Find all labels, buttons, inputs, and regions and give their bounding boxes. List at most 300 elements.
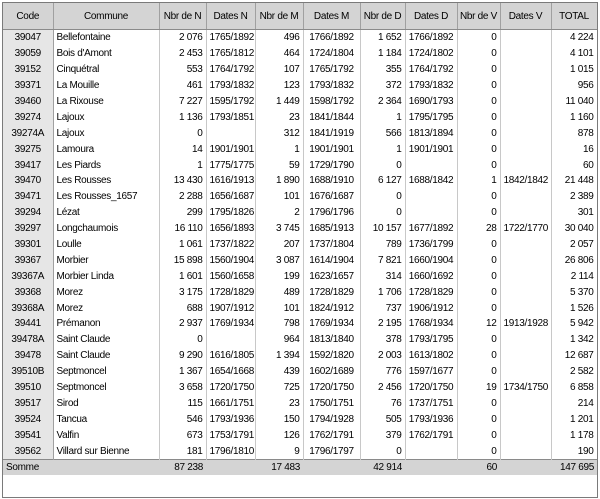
cell-dates-v bbox=[500, 427, 551, 443]
cell-total: 190 bbox=[551, 443, 597, 459]
cell-dates-n: 1753/1791 bbox=[206, 427, 255, 443]
cell-commune: Morbier bbox=[53, 252, 159, 268]
cell-code: 39368A bbox=[3, 300, 53, 316]
cell-dates-m: 1623/1657 bbox=[303, 268, 360, 284]
cell-nbr-d: 1 652 bbox=[360, 30, 405, 46]
cell-commune: Morez bbox=[53, 284, 159, 300]
cell-dates-d: 1736/1799 bbox=[405, 237, 457, 253]
cell-code: 39152 bbox=[3, 62, 53, 78]
cell-nbr-m: 725 bbox=[255, 380, 303, 396]
cell-dates-d: 1720/1750 bbox=[405, 380, 457, 396]
cell-total: 6 858 bbox=[551, 380, 597, 396]
footer-sum-nbr-n: 87 238 bbox=[159, 460, 206, 476]
cell-total: 878 bbox=[551, 125, 597, 141]
cell-code: 39367 bbox=[3, 252, 53, 268]
column-header-nbr-m[interactable]: Nbr de M bbox=[255, 3, 303, 30]
cell-dates-m: 1720/1750 bbox=[303, 380, 360, 396]
cell-nbr-d: 2 364 bbox=[360, 94, 405, 110]
cell-dates-d bbox=[405, 157, 457, 173]
cell-commune: Morbier Linda bbox=[53, 268, 159, 284]
cell-dates-d: 1762/1791 bbox=[405, 427, 457, 443]
cell-nbr-d: 2 195 bbox=[360, 316, 405, 332]
cell-nbr-n: 673 bbox=[159, 427, 206, 443]
cell-dates-v bbox=[500, 46, 551, 62]
cell-total: 1 201 bbox=[551, 411, 597, 427]
cell-dates-m: 1769/1934 bbox=[303, 316, 360, 332]
cell-dates-v bbox=[500, 62, 551, 78]
cell-nbr-n: 461 bbox=[159, 78, 206, 94]
cell-nbr-m: 1 449 bbox=[255, 94, 303, 110]
cell-dates-d: 1737/1751 bbox=[405, 395, 457, 411]
cell-dates-n: 1765/1812 bbox=[206, 46, 255, 62]
cell-dates-m: 1729/1790 bbox=[303, 157, 360, 173]
table-row[interactable] bbox=[3, 78, 597, 94]
cell-dates-v bbox=[500, 332, 551, 348]
cell-dates-d: 1793/1832 bbox=[405, 78, 457, 94]
cell-dates-n: 1656/1893 bbox=[206, 221, 255, 237]
cell-nbr-d: 378 bbox=[360, 332, 405, 348]
table-row[interactable] bbox=[3, 141, 597, 157]
cell-nbr-v: 0 bbox=[457, 411, 500, 427]
cell-total: 956 bbox=[551, 78, 597, 94]
cell-code: 39367A bbox=[3, 268, 53, 284]
cell-dates-v bbox=[500, 443, 551, 459]
cell-dates-d: 1793/1936 bbox=[405, 411, 457, 427]
cell-nbr-m: 101 bbox=[255, 189, 303, 205]
cell-nbr-n: 115 bbox=[159, 395, 206, 411]
cell-dates-d: 1690/1793 bbox=[405, 94, 457, 110]
cell-nbr-m: 9 bbox=[255, 443, 303, 459]
cell-nbr-m: 107 bbox=[255, 62, 303, 78]
cell-nbr-v: 0 bbox=[457, 300, 500, 316]
cell-commune: Lajoux bbox=[53, 109, 159, 125]
footer-sum-nbr-v: 60 bbox=[457, 460, 500, 476]
cell-dates-n: 1737/1822 bbox=[206, 237, 255, 253]
cell-total: 2 582 bbox=[551, 364, 597, 380]
cell-dates-m: 1614/1904 bbox=[303, 252, 360, 268]
table-row[interactable] bbox=[3, 395, 597, 411]
cell-nbr-m: 798 bbox=[255, 316, 303, 332]
cell-commune: Loulle bbox=[53, 237, 159, 253]
table-row[interactable] bbox=[3, 443, 597, 459]
cell-dates-d: 1795/1795 bbox=[405, 109, 457, 125]
cell-dates-d: 1768/1934 bbox=[405, 316, 457, 332]
cell-code: 39460 bbox=[3, 94, 53, 110]
cell-nbr-m: 150 bbox=[255, 411, 303, 427]
cell-dates-d: 1724/1802 bbox=[405, 46, 457, 62]
cell-nbr-v: 0 bbox=[457, 62, 500, 78]
cell-dates-v: 1842/1842 bbox=[500, 173, 551, 189]
table-row[interactable] bbox=[3, 268, 597, 284]
cell-nbr-n: 1 601 bbox=[159, 268, 206, 284]
cell-dates-m: 1750/1751 bbox=[303, 395, 360, 411]
table-row[interactable] bbox=[3, 332, 597, 348]
cell-nbr-v: 0 bbox=[457, 332, 500, 348]
table-row[interactable] bbox=[3, 348, 597, 364]
table-row[interactable] bbox=[3, 205, 597, 221]
cell-dates-m: 1796/1796 bbox=[303, 205, 360, 221]
cell-dates-n: 1769/1934 bbox=[206, 316, 255, 332]
column-header-commune[interactable]: Commune bbox=[53, 3, 159, 30]
cell-code: 39368 bbox=[3, 284, 53, 300]
cell-code: 39371 bbox=[3, 78, 53, 94]
cell-nbr-n: 3 175 bbox=[159, 284, 206, 300]
cell-nbr-m: 439 bbox=[255, 364, 303, 380]
cell-code: 39478A bbox=[3, 332, 53, 348]
cell-nbr-m: 489 bbox=[255, 284, 303, 300]
cell-nbr-n: 2 453 bbox=[159, 46, 206, 62]
cell-dates-m: 1901/1901 bbox=[303, 141, 360, 157]
cell-dates-m: 1724/1804 bbox=[303, 46, 360, 62]
cell-dates-v bbox=[500, 125, 551, 141]
cell-commune: Sirod bbox=[53, 395, 159, 411]
cell-nbr-v: 0 bbox=[457, 78, 500, 94]
cell-nbr-v: 0 bbox=[457, 284, 500, 300]
cell-total: 21 448 bbox=[551, 173, 597, 189]
cell-dates-n: 1765/1892 bbox=[206, 30, 255, 46]
cell-nbr-m: 312 bbox=[255, 125, 303, 141]
cell-nbr-d: 6 127 bbox=[360, 173, 405, 189]
cell-nbr-v: 0 bbox=[457, 348, 500, 364]
cell-dates-n: 1907/1912 bbox=[206, 300, 255, 316]
cell-dates-m: 1765/1792 bbox=[303, 62, 360, 78]
cell-dates-n: 1595/1792 bbox=[206, 94, 255, 110]
cell-commune: Saint Claude bbox=[53, 332, 159, 348]
cell-dates-v: 1913/1928 bbox=[500, 316, 551, 332]
table-row[interactable] bbox=[3, 109, 597, 125]
cell-dates-m: 1602/1689 bbox=[303, 364, 360, 380]
cell-dates-m: 1813/1840 bbox=[303, 332, 360, 348]
cell-nbr-d: 7 821 bbox=[360, 252, 405, 268]
table-row[interactable] bbox=[3, 46, 597, 62]
cell-nbr-d: 314 bbox=[360, 268, 405, 284]
cell-nbr-v: 0 bbox=[457, 141, 500, 157]
cell-nbr-m: 1 bbox=[255, 141, 303, 157]
cell-nbr-v: 28 bbox=[457, 221, 500, 237]
cell-dates-d: 1901/1901 bbox=[405, 141, 457, 157]
table-row[interactable] bbox=[3, 94, 597, 110]
cell-commune: Saint Claude bbox=[53, 348, 159, 364]
cell-nbr-m: 23 bbox=[255, 395, 303, 411]
cell-nbr-n: 16 110 bbox=[159, 221, 206, 237]
cell-commune: Cinquétral bbox=[53, 62, 159, 78]
cell-nbr-d: 379 bbox=[360, 427, 405, 443]
cell-nbr-m: 126 bbox=[255, 427, 303, 443]
cell-nbr-v: 0 bbox=[457, 125, 500, 141]
cell-nbr-d: 1 bbox=[360, 141, 405, 157]
table-row[interactable] bbox=[3, 364, 597, 380]
cell-dates-n: 1560/1904 bbox=[206, 252, 255, 268]
cell-nbr-n: 9 290 bbox=[159, 348, 206, 364]
cell-dates-m: 1793/1832 bbox=[303, 78, 360, 94]
cell-nbr-m: 123 bbox=[255, 78, 303, 94]
cell-code: 39301 bbox=[3, 237, 53, 253]
cell-nbr-m: 2 bbox=[255, 205, 303, 221]
cell-nbr-n: 1 061 bbox=[159, 237, 206, 253]
cell-code: 39510 bbox=[3, 380, 53, 396]
cell-nbr-m: 464 bbox=[255, 46, 303, 62]
cell-dates-m: 1796/1797 bbox=[303, 443, 360, 459]
cell-dates-v bbox=[500, 205, 551, 221]
column-header-nbr-v[interactable]: Nbr de V bbox=[457, 3, 500, 30]
table-row[interactable] bbox=[3, 62, 597, 78]
cell-total: 2 389 bbox=[551, 189, 597, 205]
cell-nbr-m: 207 bbox=[255, 237, 303, 253]
cell-nbr-n: 1 367 bbox=[159, 364, 206, 380]
cell-nbr-v: 0 bbox=[457, 443, 500, 459]
cell-code: 39274 bbox=[3, 109, 53, 125]
cell-nbr-d: 1 bbox=[360, 109, 405, 125]
cell-code: 39562 bbox=[3, 443, 53, 459]
cell-dates-m: 1592/1820 bbox=[303, 348, 360, 364]
cell-nbr-n: 546 bbox=[159, 411, 206, 427]
cell-nbr-n: 1 bbox=[159, 157, 206, 173]
cell-dates-n: 1720/1750 bbox=[206, 380, 255, 396]
cell-dates-d: 1906/1912 bbox=[405, 300, 457, 316]
cell-dates-m: 1824/1912 bbox=[303, 300, 360, 316]
cell-code: 39470 bbox=[3, 173, 53, 189]
cell-nbr-d: 76 bbox=[360, 395, 405, 411]
cell-dates-n: 1795/1826 bbox=[206, 205, 255, 221]
cell-dates-v: 1734/1750 bbox=[500, 380, 551, 396]
cell-code: 39524 bbox=[3, 411, 53, 427]
table-row[interactable] bbox=[3, 252, 597, 268]
cell-total: 1 526 bbox=[551, 300, 597, 316]
table-row[interactable] bbox=[3, 189, 597, 205]
cell-nbr-d: 566 bbox=[360, 125, 405, 141]
cell-nbr-v: 19 bbox=[457, 380, 500, 396]
cell-nbr-d: 0 bbox=[360, 189, 405, 205]
cell-dates-n: 1793/1851 bbox=[206, 109, 255, 125]
table-row[interactable] bbox=[3, 380, 597, 396]
cell-nbr-n: 14 bbox=[159, 141, 206, 157]
cell-total: 5 370 bbox=[551, 284, 597, 300]
cell-dates-m: 1728/1829 bbox=[303, 284, 360, 300]
cell-dates-d: 1677/1892 bbox=[405, 221, 457, 237]
cell-dates-d bbox=[405, 205, 457, 221]
cell-nbr-n: 2 937 bbox=[159, 316, 206, 332]
table-row[interactable] bbox=[3, 284, 597, 300]
cell-dates-v bbox=[500, 157, 551, 173]
cell-code: 39275 bbox=[3, 141, 53, 157]
cell-total: 1 160 bbox=[551, 109, 597, 125]
cell-commune: Septmoncel bbox=[53, 364, 159, 380]
cell-dates-d: 1597/1677 bbox=[405, 364, 457, 380]
cell-commune: Prémanon bbox=[53, 316, 159, 332]
cell-dates-m: 1762/1791 bbox=[303, 427, 360, 443]
cell-nbr-d: 10 157 bbox=[360, 221, 405, 237]
cell-nbr-d: 1 184 bbox=[360, 46, 405, 62]
cell-code: 39059 bbox=[3, 46, 53, 62]
cell-nbr-m: 964 bbox=[255, 332, 303, 348]
cell-nbr-v: 0 bbox=[457, 268, 500, 284]
cell-code: 39471 bbox=[3, 189, 53, 205]
cell-dates-m: 1685/1913 bbox=[303, 221, 360, 237]
cell-total: 1 178 bbox=[551, 427, 597, 443]
cell-dates-d: 1660/1904 bbox=[405, 252, 457, 268]
cell-dates-v bbox=[500, 252, 551, 268]
cell-nbr-n: 181 bbox=[159, 443, 206, 459]
cell-nbr-d: 1 706 bbox=[360, 284, 405, 300]
cell-nbr-v: 12 bbox=[457, 316, 500, 332]
cell-commune: Villard sur Bienne bbox=[53, 443, 159, 459]
cell-nbr-n: 0 bbox=[159, 332, 206, 348]
cell-dates-d: 1793/1795 bbox=[405, 332, 457, 348]
cell-nbr-n: 2 288 bbox=[159, 189, 206, 205]
cell-total: 4 101 bbox=[551, 46, 597, 62]
header-row bbox=[3, 3, 597, 30]
cell-commune: La Rixouse bbox=[53, 94, 159, 110]
table-row[interactable] bbox=[3, 300, 597, 316]
cell-total: 12 687 bbox=[551, 348, 597, 364]
cell-commune: Septmoncel bbox=[53, 380, 159, 396]
cell-code: 39047 bbox=[3, 30, 53, 46]
cell-nbr-v: 0 bbox=[457, 46, 500, 62]
table-body bbox=[3, 30, 597, 460]
cell-nbr-n: 3 658 bbox=[159, 380, 206, 396]
column-header-code[interactable]: Code bbox=[3, 3, 53, 30]
cell-nbr-v: 0 bbox=[457, 30, 500, 46]
cell-code: 39541 bbox=[3, 427, 53, 443]
cell-nbr-d: 0 bbox=[360, 443, 405, 459]
cell-total: 1 342 bbox=[551, 332, 597, 348]
cell-commune: Morez bbox=[53, 300, 159, 316]
cell-dates-n: 1616/1913 bbox=[206, 173, 255, 189]
cell-dates-d: 1660/1692 bbox=[405, 268, 457, 284]
cell-code: 39417 bbox=[3, 157, 53, 173]
cell-code: 39510B bbox=[3, 364, 53, 380]
table-row[interactable] bbox=[3, 427, 597, 443]
column-header-dates-m[interactable]: Dates M bbox=[303, 3, 360, 30]
cell-dates-d bbox=[405, 189, 457, 205]
cell-dates-v bbox=[500, 109, 551, 125]
cell-commune: Lézat bbox=[53, 205, 159, 221]
cell-code: 39297 bbox=[3, 221, 53, 237]
table-row[interactable] bbox=[3, 157, 597, 173]
cell-commune: Longchaumois bbox=[53, 221, 159, 237]
cell-nbr-v: 0 bbox=[457, 364, 500, 380]
table-row[interactable] bbox=[3, 221, 597, 237]
cell-commune: Les Rousses_1657 bbox=[53, 189, 159, 205]
cell-dates-m: 1794/1928 bbox=[303, 411, 360, 427]
table-row[interactable] bbox=[3, 411, 597, 427]
cell-dates-m: 1766/1892 bbox=[303, 30, 360, 46]
table-row[interactable] bbox=[3, 237, 597, 253]
table-row[interactable] bbox=[3, 316, 597, 332]
cell-dates-m: 1688/1910 bbox=[303, 173, 360, 189]
column-header-dates-v[interactable]: Dates V bbox=[500, 3, 551, 30]
cell-dates-v: 1722/1770 bbox=[500, 221, 551, 237]
cell-dates-v bbox=[500, 78, 551, 94]
cell-dates-n bbox=[206, 125, 255, 141]
cell-total: 1 015 bbox=[551, 62, 597, 78]
cell-total: 2 114 bbox=[551, 268, 597, 284]
cell-nbr-d: 737 bbox=[360, 300, 405, 316]
cell-total: 301 bbox=[551, 205, 597, 221]
cell-dates-v bbox=[500, 30, 551, 46]
column-header-dates-n[interactable]: Dates N bbox=[206, 3, 255, 30]
cell-dates-d: 1766/1892 bbox=[405, 30, 457, 46]
cell-commune: Les Rousses bbox=[53, 173, 159, 189]
cell-dates-n: 1796/1810 bbox=[206, 443, 255, 459]
cell-dates-v bbox=[500, 141, 551, 157]
cell-nbr-n: 0 bbox=[159, 125, 206, 141]
table-row[interactable] bbox=[3, 30, 597, 46]
cell-dates-d bbox=[405, 443, 457, 459]
cell-nbr-v: 0 bbox=[457, 427, 500, 443]
cell-dates-m: 1676/1687 bbox=[303, 189, 360, 205]
footer-label: Somme bbox=[3, 460, 53, 476]
cell-total: 60 bbox=[551, 157, 597, 173]
column-header-nbr-d[interactable]: Nbr de D bbox=[360, 3, 405, 30]
cell-dates-v bbox=[500, 268, 551, 284]
column-header-dates-d[interactable]: Dates D bbox=[405, 3, 457, 30]
cell-dates-n: 1775/1775 bbox=[206, 157, 255, 173]
cell-commune: Bois d'Amont bbox=[53, 46, 159, 62]
cell-dates-d: 1728/1829 bbox=[405, 284, 457, 300]
cell-dates-v bbox=[500, 411, 551, 427]
cell-dates-v bbox=[500, 189, 551, 205]
cell-nbr-v: 0 bbox=[457, 189, 500, 205]
cell-dates-n: 1560/1658 bbox=[206, 268, 255, 284]
cell-total: 4 224 bbox=[551, 30, 597, 46]
column-header-total[interactable]: TOTAL bbox=[551, 3, 597, 30]
column-header-nbr-n[interactable]: Nbr de N bbox=[159, 3, 206, 30]
cell-dates-v bbox=[500, 94, 551, 110]
cell-nbr-d: 0 bbox=[360, 157, 405, 173]
cell-nbr-v: 0 bbox=[457, 237, 500, 253]
cell-nbr-m: 3 087 bbox=[255, 252, 303, 268]
cell-dates-d: 1688/1842 bbox=[405, 173, 457, 189]
cell-dates-n: 1616/1805 bbox=[206, 348, 255, 364]
cell-dates-d: 1613/1802 bbox=[405, 348, 457, 364]
cell-code: 39478 bbox=[3, 348, 53, 364]
data-table-window bbox=[2, 2, 598, 498]
cell-code: 39274A bbox=[3, 125, 53, 141]
cell-dates-n: 1901/1901 bbox=[206, 141, 255, 157]
cell-nbr-n: 688 bbox=[159, 300, 206, 316]
cell-dates-v bbox=[500, 284, 551, 300]
cell-commune: Bellefontaine bbox=[53, 30, 159, 46]
cell-code: 39517 bbox=[3, 395, 53, 411]
cell-nbr-v: 0 bbox=[457, 94, 500, 110]
cell-nbr-v: 0 bbox=[457, 252, 500, 268]
footer-sum-total: 147 695 bbox=[551, 460, 597, 476]
cell-nbr-d: 2 003 bbox=[360, 348, 405, 364]
cell-nbr-n: 1 136 bbox=[159, 109, 206, 125]
cell-code: 39441 bbox=[3, 316, 53, 332]
cell-nbr-d: 372 bbox=[360, 78, 405, 94]
cell-nbr-m: 496 bbox=[255, 30, 303, 46]
cell-dates-n: 1793/1936 bbox=[206, 411, 255, 427]
cell-dates-n: 1793/1832 bbox=[206, 78, 255, 94]
cell-commune: La Mouille bbox=[53, 78, 159, 94]
cell-nbr-v: 0 bbox=[457, 157, 500, 173]
cell-code: 39294 bbox=[3, 205, 53, 221]
table-row[interactable] bbox=[3, 173, 597, 189]
cell-dates-m: 1841/1919 bbox=[303, 125, 360, 141]
cell-dates-v bbox=[500, 300, 551, 316]
cell-commune: Valfin bbox=[53, 427, 159, 443]
cell-total: 2 057 bbox=[551, 237, 597, 253]
cell-nbr-n: 299 bbox=[159, 205, 206, 221]
cell-nbr-d: 355 bbox=[360, 62, 405, 78]
cell-nbr-v: 0 bbox=[457, 395, 500, 411]
cell-nbr-m: 1 890 bbox=[255, 173, 303, 189]
cell-nbr-n: 7 227 bbox=[159, 94, 206, 110]
cell-nbr-m: 3 745 bbox=[255, 221, 303, 237]
table-row[interactable] bbox=[3, 125, 597, 141]
